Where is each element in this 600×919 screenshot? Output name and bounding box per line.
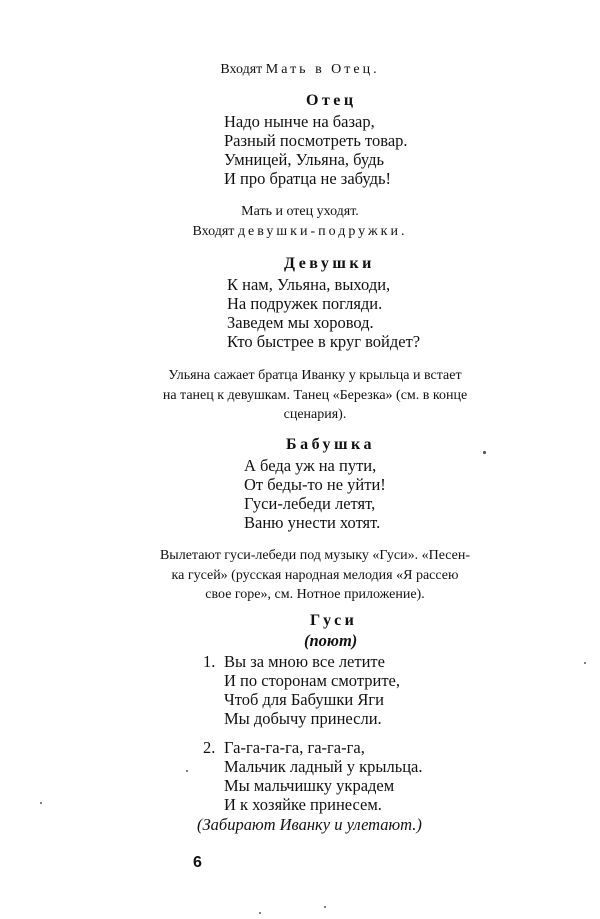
print-speck: [324, 906, 326, 908]
verse-line: Разный посмотреть товар.: [224, 131, 408, 150]
print-speck: [584, 662, 586, 664]
otets-verse: [224, 112, 408, 188]
gusi-verse-number-1: 1.: [203, 652, 216, 671]
stage-line: на танец к девушкам. Танец «Березка» (см. в конце: [162, 387, 468, 403]
stage-direction-text: Входят: [220, 62, 263, 77]
stage-line: Ульяна сажает братца Иванку у крыльца и встает: [168, 368, 462, 383]
stage-line: Вылетают гуси-лебеди под музыку «Гуси». «Песен-: [159, 548, 471, 563]
stage-line: свое горе», см. Нотное приложение).: [205, 587, 425, 602]
verse-line: К нам, Ульяна, выходи,: [227, 275, 391, 294]
print-speck: [483, 451, 486, 454]
stage-line: ка гусей» (русская народная мелодия «Я рассею: [171, 567, 459, 583]
verse-line: Мы добычу принесли.: [224, 709, 382, 728]
speaker-name-devushki: Девушки: [284, 255, 375, 272]
verse-line: И про братца не забудь!: [224, 169, 392, 188]
verse-line: И по сторонам смотрите,: [224, 671, 400, 690]
stage-direction-parents-leave: Мать и отец уходят.: [241, 204, 359, 219]
verse-line: Мальчик ладный у крыльца.: [224, 757, 423, 776]
stage-direction-enter-girls: [0, 222, 600, 241]
gusi-note: (поют): [304, 631, 358, 650]
verse-line: Кто быстрее в круг войдет?: [227, 332, 421, 351]
verse-line: Чтоб для Бабушки Яги: [224, 690, 384, 709]
stage-line: сценария).: [283, 407, 347, 422]
verse-line: Ваню унести хотят.: [244, 513, 381, 532]
stage-direction-names: Мать в Отец.: [265, 62, 380, 77]
print-speck: [186, 770, 188, 772]
verse-line: Заведем мы хоровод.: [227, 313, 374, 332]
print-speck: [40, 802, 42, 804]
stage-direction-exit: (Забирают Иванку и улетают.): [197, 815, 422, 834]
verse-line: Мы мальчишку украдем: [224, 776, 395, 795]
stage-direction-geese: [130, 546, 500, 605]
gusi-verse-2: [224, 738, 423, 814]
stage-direction-dance: [130, 366, 500, 425]
page-number: 6: [193, 854, 202, 871]
verse-line: Га-га-га-га, га-га-га,: [224, 738, 365, 757]
verse-line: От беды-то не уйти!: [244, 475, 386, 494]
babushka-verse: [244, 456, 386, 532]
stage-direction-enter-parents: [0, 60, 600, 79]
stage-direction-names: девушки-подружки.: [237, 224, 408, 239]
verse-line: Гуси-лебеди летят,: [244, 494, 376, 513]
verse-line: А беда уж на пути,: [244, 456, 377, 475]
print-speck: [259, 912, 261, 914]
verse-line: Умницей, Ульяна, будь: [224, 150, 385, 169]
verse-line: Вы за мною все летите: [224, 652, 385, 671]
gusi-verse-number-2: 2.: [203, 738, 216, 757]
speaker-name-gusi: Гуси: [310, 612, 358, 629]
speaker-name-otets: Отец: [306, 92, 357, 109]
stage-direction-text: Входят: [192, 224, 235, 239]
devushki-verse: [227, 275, 420, 351]
verse-line: И к хозяйке принесем.: [224, 795, 382, 814]
verse-line: На подружек погляди.: [227, 294, 383, 313]
speaker-name-babushka: Бабушка: [286, 436, 375, 453]
gusi-verse-1: [224, 652, 400, 728]
verse-line: Надо нынче на базар,: [224, 112, 375, 131]
